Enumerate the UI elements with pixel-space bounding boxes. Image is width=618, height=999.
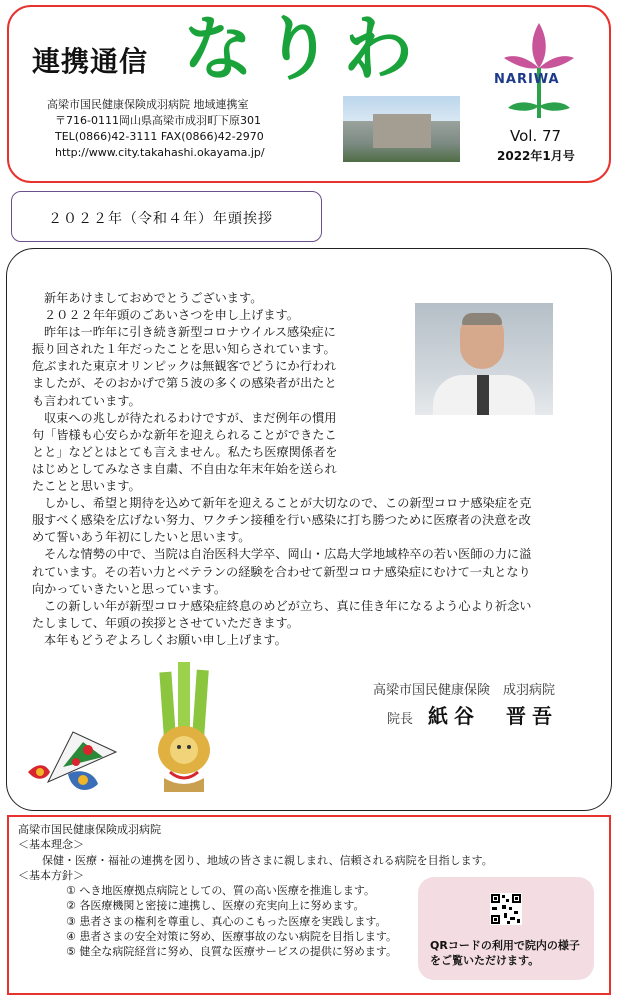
letter-line: 服すべく感染を広げない努力、ワクチン接種を行い感染に打ち勝つために医療者の決意を改 bbox=[32, 513, 531, 528]
letter-line: とと」などとはとても言えません。私たち医療関係者を bbox=[32, 444, 338, 459]
letter-line: ２０２２年年頭のごあいさつを申し上げます。 bbox=[44, 308, 299, 323]
letter-line: はじめとしてみなさま自粛、不自由な年末年始を送られ bbox=[32, 461, 337, 476]
hospital-url[interactable]: http://www.city.takahashi.okayama.jp/ bbox=[55, 146, 265, 159]
nariwa-logo-icon bbox=[490, 18, 588, 123]
letter-line: しかし、希望と期待を込めて新年を迎えることが大切なので、この新型コロナ感染症を克 bbox=[44, 496, 532, 511]
new-year-fan-icon bbox=[28, 712, 120, 797]
letter-line: れています。その若い力とベテランの経験を合わせて新型コロナ感染症にむけて一丸となり bbox=[32, 564, 531, 579]
letter-line: たしまして、年頭の挨拶とさせていただきます。 bbox=[32, 615, 299, 630]
letter-line: ましたが、そのおかげで第５波の多くの感染者が出たと bbox=[32, 376, 337, 391]
logo-text: NARIWA bbox=[494, 72, 560, 87]
letter-line: 昨年は一昨年に引き続き新型コロナウイルス感染症に bbox=[44, 325, 336, 340]
hospital-contact bbox=[47, 97, 265, 161]
kadomatsu-icon bbox=[148, 660, 220, 795]
philosophy-heading: ＜基本理念＞ bbox=[18, 838, 84, 852]
letter-line: この新しい年が新型コロナ感染症終息のめどが立ち、真に佳き年になるよう心より祈念い bbox=[44, 598, 532, 613]
policy-item: ⑤ 健全な病院経営に努め、良質な医療サービスの提供に努めます。 bbox=[66, 945, 398, 959]
issue-date: 2022年1月号 bbox=[497, 149, 575, 163]
qr-caption: QRコードの利用で院内の様子をご覧いただけます。 bbox=[430, 939, 580, 967]
newsletter-nariwa-title: なりわ bbox=[183, 7, 423, 90]
hospital-phone: TEL(0866)42-3111 FAX(0866)42-2970 bbox=[55, 130, 264, 143]
letter-line: 危ぶまれた東京オリンピックは無観客でどうにか行われ bbox=[32, 359, 337, 374]
hospital-building-photo bbox=[343, 96, 460, 162]
letter-line: たことと思います。 bbox=[32, 479, 141, 494]
letter-line: 新年あけましておめでとうございます。 bbox=[44, 291, 263, 305]
policy-item: ② 各医療機関と密接に連携し、医療の充実向上に努めます。 bbox=[66, 899, 365, 913]
letter-line: 振り回された１年だったことを思い知らされています。 bbox=[32, 342, 336, 357]
section-title: ２０２２年（令和４年）年頭挨拶 bbox=[11, 191, 322, 242]
policy-heading: ＜基本方針＞ bbox=[18, 868, 84, 882]
signature-name: 紙谷 晋吾 bbox=[428, 704, 558, 728]
letter-line: も言われています。 bbox=[32, 393, 141, 408]
philosophy-text: 保健・医療・福祉の連携を図り、地域の皆さまに親しまれ、信頼される病院を目指します。 bbox=[42, 853, 493, 867]
letter-line: そんな情勢の中で、当院は自治医科大学卒、岡山・広島大学地域枠卒の若い医師の力に溢 bbox=[44, 547, 532, 562]
policy-hospital: 高梁市国民健康保険成羽病院 bbox=[18, 823, 161, 836]
qr-code-icon[interactable] bbox=[490, 893, 522, 925]
signature-hospital: 高梁市国民健康保険 成羽病院 bbox=[373, 683, 556, 698]
letter-line: 句「皆様も心安らかな新年を迎えられることができたこ bbox=[32, 427, 337, 442]
letter-line: 収束への兆しが待たれるわけですが、まだ例年の慣用 bbox=[44, 410, 337, 425]
signature-title: 院長 bbox=[387, 712, 414, 727]
hospital-address: 〒716-0111岡山県高梁市成羽町下原301 bbox=[55, 114, 261, 127]
newsletter-title: 連携通信 bbox=[32, 45, 149, 78]
policy-item: ① へき地医療拠点病院としての、質の高い医療を推進します。 bbox=[66, 884, 376, 898]
director-photo bbox=[415, 303, 553, 415]
letter-line: 本年もどうぞよろしくお願い申し上げます。 bbox=[44, 632, 287, 647]
policy-item: ③ 患者さまの権利を尊重し、真心のこもった医療を実践します。 bbox=[66, 914, 387, 928]
volume-number: Vol. 77 bbox=[510, 127, 562, 145]
letter-line: 向かっていきたいと思っています。 bbox=[32, 581, 227, 596]
hospital-dept: 高梁市国民健康保険成羽病院 地域連携室 bbox=[47, 98, 249, 111]
letter-line: めて誓いあう年初にしたいと思います。 bbox=[32, 530, 251, 545]
policy-item: ④ 患者さまの安全対策に努め、医療事故のない病院を目指します。 bbox=[66, 930, 398, 944]
